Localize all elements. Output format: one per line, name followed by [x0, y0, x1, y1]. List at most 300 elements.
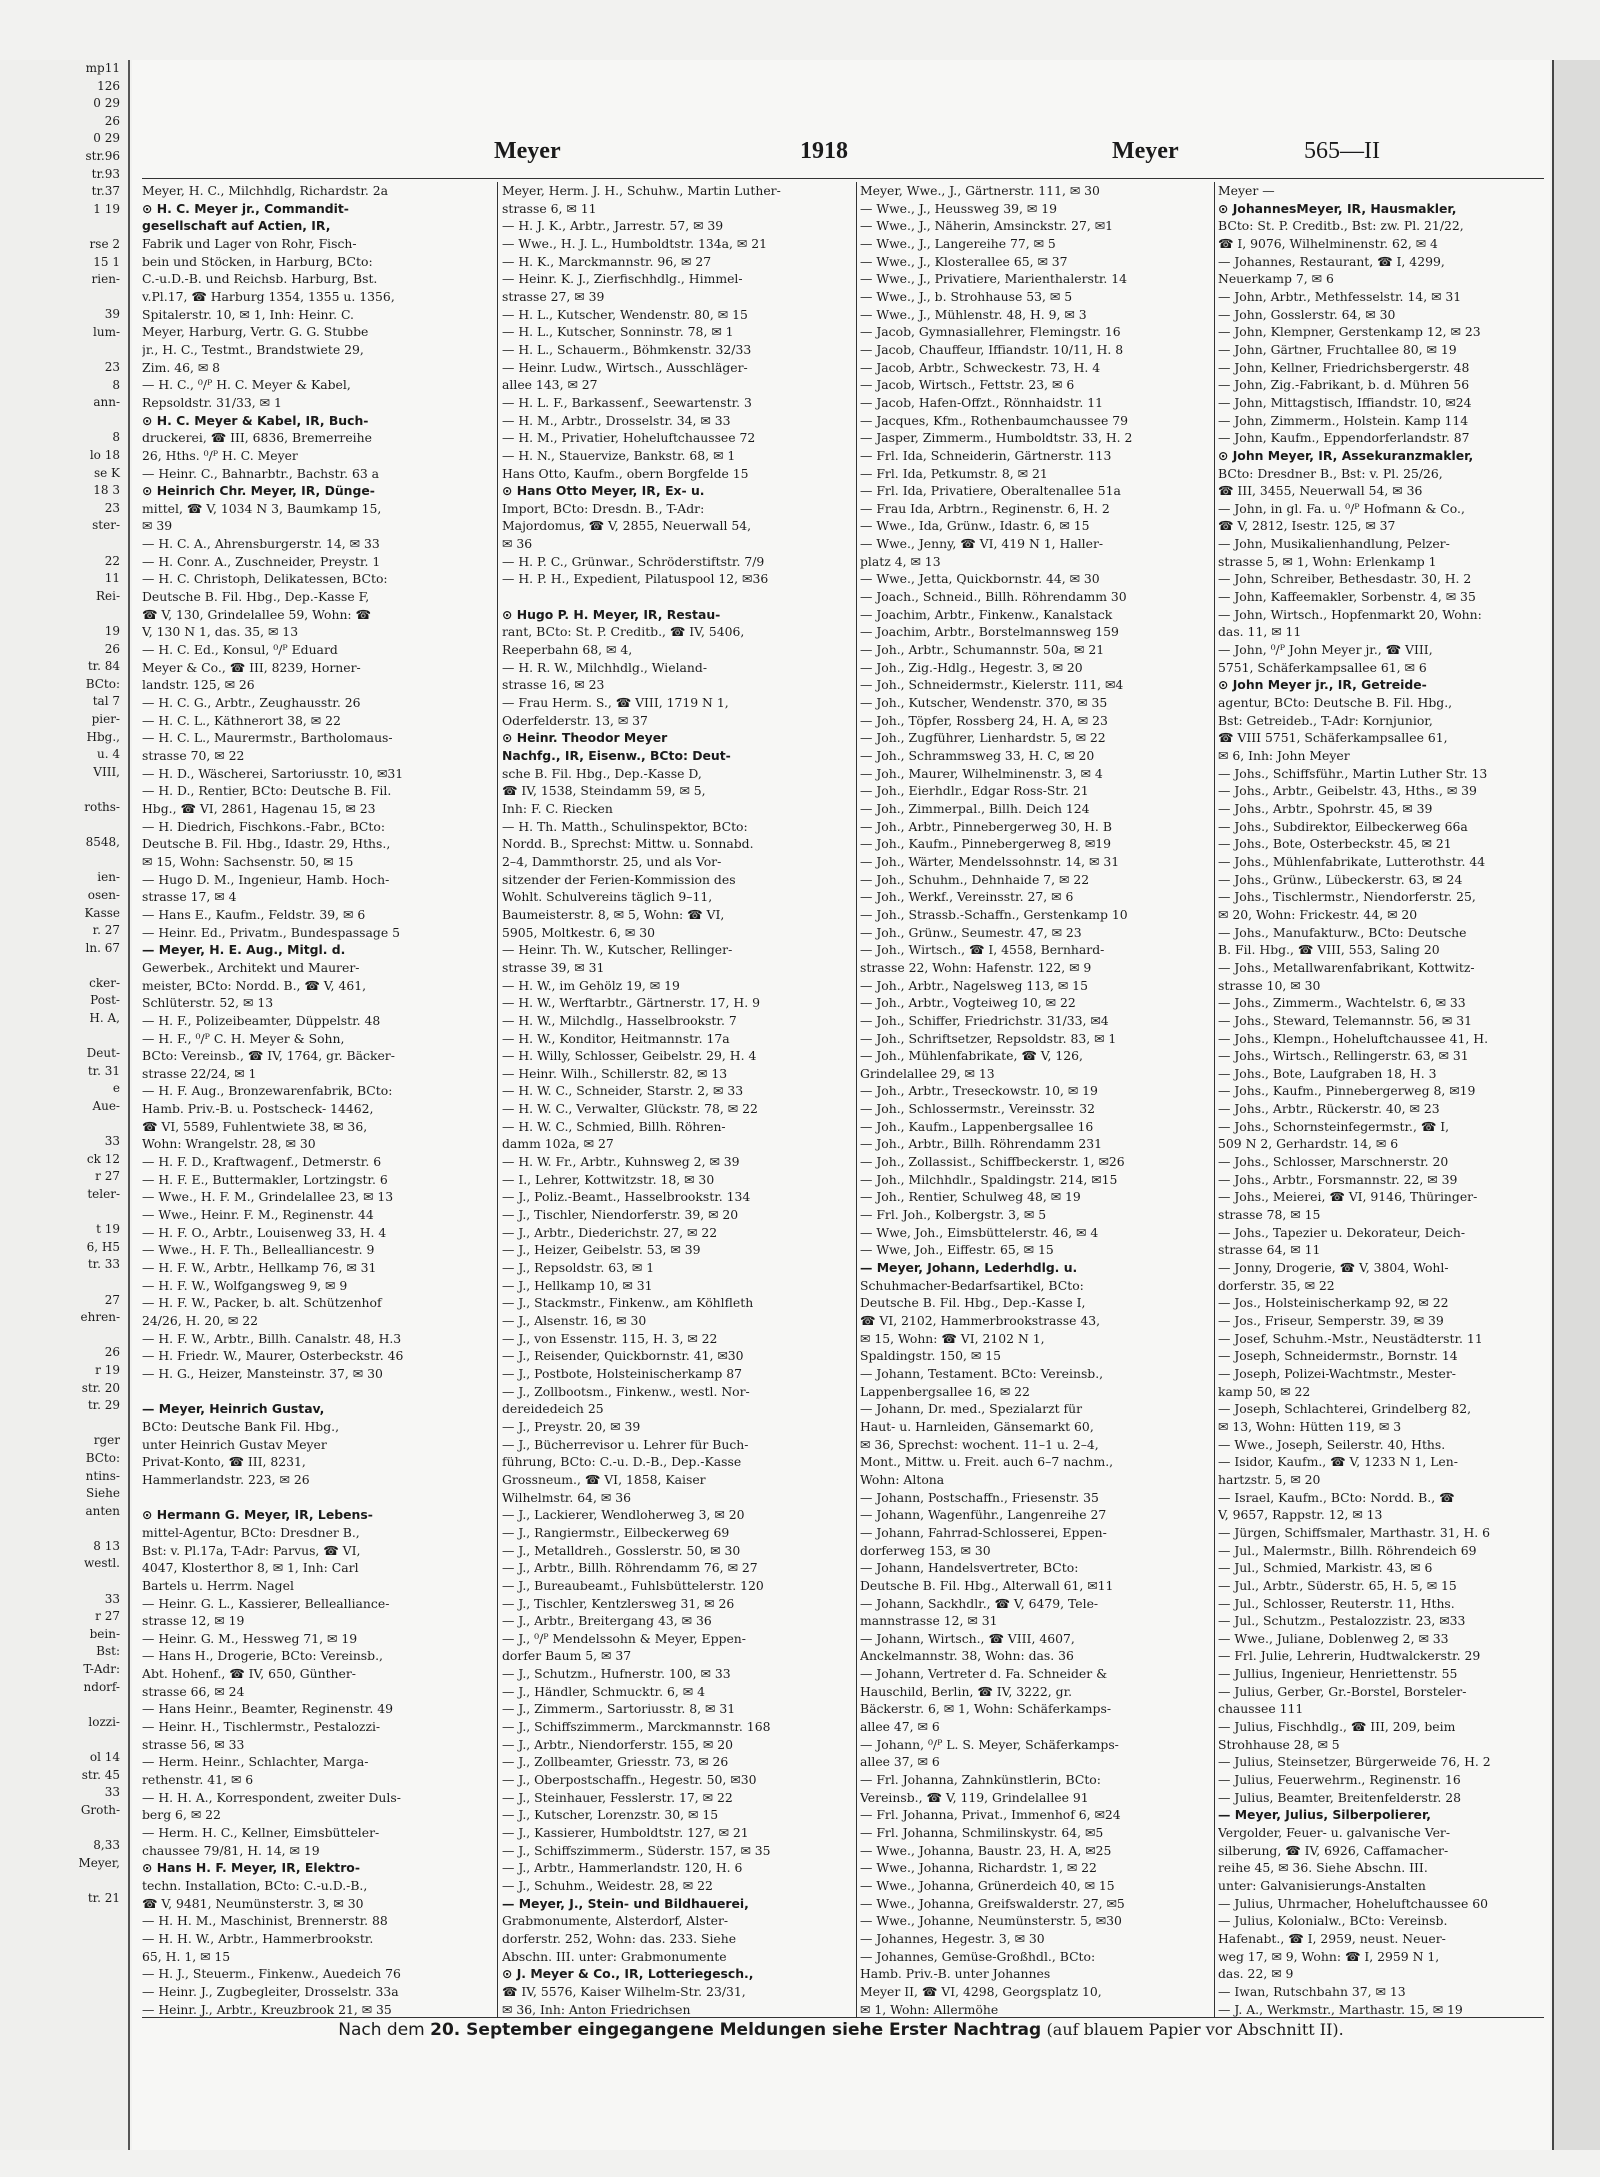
- directory-entry: mittel, ☎ V, 1034 N 3, Baumkamp 15,: [142, 500, 382, 516]
- directory-entry: Deutsche B. Fil. Hbg., Alterwall 61, ✉11: [860, 1577, 1114, 1593]
- directory-entry: — Wwe., Heinr. F. M., Reginenstr. 44: [142, 1207, 374, 1223]
- directory-entry: 5751, Schäferkampsallee 61, ✉ 6: [1218, 659, 1427, 675]
- adjacent-page-fragment: mp11: [85, 61, 120, 75]
- directory-entry: — Joh., Schlossermstr., Vereinsstr. 32: [860, 1101, 1096, 1117]
- directory-entry: 509 N 2, Gerhardstr. 14, ✉ 6: [1218, 1136, 1399, 1152]
- directory-entry: — H. C. Ed., Konsul, ⁰/ᴾ Eduard: [142, 642, 338, 658]
- footer-strong: 20. September eingegangene Meldungen siehe Erster Nachtrag: [430, 2020, 1042, 2040]
- directory-entry: ✉ 39: [142, 518, 173, 534]
- directory-entry: dorfer Baum 5, ✉ 37: [502, 1648, 632, 1664]
- adjacent-page-fragment: Kasse: [84, 905, 120, 920]
- footer-tail: (auf blauem Papier vor Abschnitt II).: [1046, 2020, 1344, 2039]
- directory-entry: strasse 66, ✉ 24: [142, 1683, 245, 1699]
- adjacent-page-fragment: [0, 1028, 128, 1046]
- directory-entry: — Joh., Zollassist., Schiffbeckerstr. 1, ✉26: [860, 1154, 1125, 1170]
- adjacent-page-fragment: [0, 781, 128, 799]
- directory-entry: Anckelmannstr. 38, Wohn: das. 36: [860, 1648, 1074, 1664]
- directory-entry: — Frau Ida, Arbtrn., Reginenstr. 6, H. 2: [860, 500, 1110, 516]
- adjacent-page-fragment: 126: [97, 78, 120, 93]
- directory-entry: Deutsche B. Fil. Hbg., Dep.-Kasse I,: [860, 1295, 1086, 1311]
- directory-entry: — Joh., Töpfer, Rossberg 24, H. A, ✉ 23: [860, 712, 1108, 728]
- directory-entry: — Frl. Johanna, Privat., Immenhof 6, ✉24: [860, 1807, 1121, 1823]
- adjacent-page-fragment: [0, 817, 128, 835]
- directory-entry: — Johs., Schlosser, Marschnerstr. 20: [1218, 1154, 1449, 1170]
- adjacent-page-fragment: t 19: [96, 1222, 120, 1237]
- adjacent-page-fragment: ien-: [97, 870, 120, 885]
- directory-entry: — Joh., Arbtr., Nagelsweg 113, ✉ 15: [860, 977, 1088, 993]
- directory-entry: — Frl. Johanna, Schmilinskystr. 64, ✉5: [860, 1825, 1104, 1841]
- adjacent-page-fragment: roths-: [84, 799, 120, 814]
- directory-entry: — Julius, Uhrmacher, Hoheluftchaussee 60: [1218, 1895, 1489, 1911]
- directory-entry: — J., Preystr. 20, ✉ 39: [502, 1418, 641, 1434]
- directory-entry: — H. F., Polizeibeamter, Düppelstr. 48: [142, 1012, 381, 1028]
- directory-entry: — H. F. E., Buttermakler, Lortzingstr. 6: [142, 1171, 388, 1187]
- adjacent-page-fragment: 23: [104, 500, 120, 515]
- adjacent-page-fragment: Rei-: [95, 588, 120, 603]
- adjacent-page-fragment: rse 2: [89, 236, 120, 251]
- adjacent-page-fragment: lum-: [93, 324, 120, 339]
- directory-entry: ⊙ Hugo P. H. Meyer, IR, Restau-: [502, 606, 721, 622]
- directory-entry: reihe 45, ✉ 36. Siehe Abschn. III.: [1218, 1860, 1428, 1876]
- adjacent-page-fragment: H. A,: [89, 1011, 120, 1026]
- directory-entry: — Joh., Maurer, Wilhelminenstr. 3, ✉ 4: [860, 765, 1103, 781]
- directory-entry: — Frau Herm. S., ☎ VIII, 1719 N 1,: [502, 695, 729, 711]
- directory-entry: — Julius, Fischhdlg., ☎ III, 209, beim: [1218, 1719, 1456, 1735]
- directory-entry: strasse 64, ✉ 11: [1218, 1242, 1321, 1258]
- column-2: [502, 182, 852, 2017]
- adjacent-page-fragment: se K: [93, 465, 120, 480]
- column-divider: [497, 182, 498, 2017]
- directory-entry: — Joh., Arbtr., Schumannstr. 50a, ✉ 21: [860, 642, 1105, 658]
- directory-entry: — Joach., Schneid., Billh. Röhrendamm 30: [860, 589, 1127, 605]
- directory-entry: — H. M., Privatier, Hoheluftchaussee 72: [502, 430, 756, 446]
- directory-entry: — Johs., Tapezier u. Dekorateur, Deich-: [1218, 1224, 1466, 1240]
- directory-entry: ⊙ Hermann G. Meyer, IR, Lebens-: [142, 1507, 373, 1523]
- directory-entry: ✉ 36, Inh: Anton Friedrichsen: [502, 2001, 691, 2017]
- directory-entry: — Joh., Eierhdlr., Edgar Ross-Str. 21: [860, 783, 1089, 799]
- directory-entry: — Jürgen, Schiffsmaler, Marthastr. 31, H. 6: [1218, 1524, 1491, 1540]
- directory-entry: damm 102a, ✉ 27: [502, 1136, 614, 1152]
- directory-entry: Neuerkamp 7, ✉ 6: [1218, 271, 1334, 287]
- directory-entry: unter Heinrich Gustav Meyer: [142, 1436, 327, 1452]
- adjacent-page-fragment: r 27: [95, 1169, 120, 1184]
- adjacent-page-fragment: r 19: [95, 1362, 120, 1377]
- adjacent-page-fragment: [0, 1327, 128, 1345]
- adjacent-page-fragment: ehren-: [80, 1310, 120, 1325]
- directory-entry: Haut- u. Harnleiden, Gänsemarkt 60,: [860, 1418, 1094, 1434]
- directory-entry: — Jul., Schlosser, Reuterstr. 11, Hths.: [1218, 1595, 1455, 1611]
- directory-entry: 4047, Klosterthor 8, ✉ 1, Inh: Carl: [142, 1560, 359, 1576]
- directory-entry: — J., Reisender, Quickbornstr. 41, ✉30: [502, 1348, 744, 1364]
- directory-entry: — J., Poliz.-Beamt., Hasselbrookstr. 134: [502, 1189, 751, 1205]
- directory-entry: Grabmonumente, Alsterdorf, Alster-: [502, 1913, 729, 1929]
- directory-entry: — Joseph, Schneidermstr., Bornstr. 14: [1218, 1348, 1458, 1364]
- directory-entry: — Wwe., J., Privatiere, Marienthalerstr. 14: [860, 271, 1128, 287]
- directory-entry: Meyer —: [1218, 183, 1275, 198]
- directory-entry: — J., Händler, Schmucktr. 6, ✉ 4: [502, 1683, 705, 1699]
- directory-entry: — Frl. Ida, Privatiere, Oberaltenallee 51a: [860, 483, 1121, 499]
- directory-entry: — H. H. M., Maschinist, Brennerstr. 88: [142, 1913, 388, 1929]
- directory-entry: — John, Zig.-Fabrikant, b. d. Mühren 56: [1218, 377, 1470, 393]
- directory-entry: meister, BCto: Nordd. B., ☎ V, 461,: [142, 977, 367, 993]
- directory-entry: Schlüterstr. 52, ✉ 13: [142, 995, 274, 1011]
- directory-entry: Lappenbergsallee 16, ✉ 22: [860, 1383, 1030, 1399]
- directory-entry: ⊙ Heinrich Chr. Meyer, IR, Dünge-: [142, 483, 375, 499]
- directory-entry: rethenstr. 41, ✉ 6: [142, 1772, 254, 1788]
- directory-entry: — Julius, Feuerwehrm., Reginenstr. 16: [1218, 1772, 1461, 1788]
- directory-entry: C.-u.D.-B. und Reichsb. Harburg, Bst.: [142, 271, 378, 287]
- directory-entry: — J., Kassierer, Humboldtstr. 127, ✉ 21: [502, 1825, 749, 1841]
- directory-entry: Gewerbek., Architekt und Maurer-: [142, 959, 360, 975]
- directory-entry: führung, BCto: C.-u. D.-B., Dep.-Kasse: [502, 1454, 742, 1470]
- directory-entry: — Wwe., J., Mühlenstr. 48, H. 9, ✉ 3: [860, 306, 1087, 322]
- directory-entry: — Josef, Schuhm.-Mstr., Neustädterstr. 11: [1218, 1330, 1483, 1346]
- directory-entry: — Johann, Dr. med., Spezialarzt für: [860, 1401, 1083, 1417]
- directory-entry: — Wwe., J., Näherin, Amsinckstr. 27, ✉1: [860, 218, 1114, 234]
- column-3: [860, 182, 1210, 2017]
- directory-entry: — John, ⁰/ᴾ John Meyer jr., ☎ VIII,: [1218, 642, 1433, 658]
- adjacent-page-fragment: [0, 1274, 128, 1292]
- directory-entry: Fabrik und Lager von Rohr, Fisch-: [142, 235, 357, 251]
- directory-entry: ⊙ John Meyer jr., IR, Getreide-: [1218, 677, 1427, 693]
- directory-entry: — H. C., ⁰/ᴾ H. C. Meyer & Kabel,: [142, 377, 351, 393]
- adjacent-page-fragment: tr.37: [91, 184, 120, 199]
- directory-entry: — Joh., Kaufm., Pinnebergerweg 8, ✉19: [860, 836, 1112, 852]
- adjacent-page-fragment: [0, 1573, 128, 1591]
- page-edge: [1552, 60, 1600, 2150]
- directory-entry: — J., Schiffszimmerm., Marckmannstr. 168: [502, 1719, 771, 1735]
- directory-entry: — Heinr. G. M., Hessweg 71, ✉ 19: [142, 1630, 358, 1646]
- directory-entry: BCto: Deutsche Bank Fil. Hbg.,: [142, 1418, 340, 1434]
- directory-entry: ⊙ H. C. Meyer jr., Commandit-: [142, 200, 349, 216]
- directory-entry: — J., Heizer, Geibelstr. 53, ✉ 39: [502, 1242, 701, 1258]
- directory-entry: — Frl. Ida, Petkumstr. 8, ✉ 21: [860, 465, 1048, 481]
- directory-entry: Meyer, Harburg, Vertr. G. G. Stubbe: [142, 324, 369, 340]
- directory-entry: — Jul., Arbtr., Süderstr. 65, H. 5, ✉ 15: [1218, 1577, 1457, 1593]
- entry-columns: [142, 182, 1544, 2017]
- directory-entry: strasse 6, ✉ 11: [502, 200, 597, 216]
- directory-entry: — Johs., Subdirektor, Eilbeckerweg 66a: [1218, 818, 1468, 834]
- directory-entry: — J., Arbtr., Billh. Röhrendamm 76, ✉ 27: [502, 1560, 758, 1576]
- directory-entry: silberung, ☎ IV, 6926, Caffamacher-: [1218, 1842, 1449, 1858]
- directory-entry: Reeperbahn 68, ✉ 4,: [502, 642, 633, 658]
- directory-entry: — Joachim, Arbtr., Borstelmannsweg 159: [860, 624, 1119, 640]
- directory-entry: — Johs., Tischlermstr., Niendorferstr. 25,: [1218, 889, 1476, 905]
- adjacent-page-fragment: tr.93: [91, 166, 120, 181]
- adjacent-page-fragment: [0, 1116, 128, 1134]
- directory-entry: — Johs., Steward, Telemannstr. 56, ✉ 31: [1218, 1012, 1472, 1028]
- adjacent-page-fragment: u. 4: [97, 747, 120, 762]
- directory-entry: B. Fil. Hbg., ☎ VIII, 553, Saling 20: [1218, 942, 1440, 958]
- directory-entry: Hbg., ☎ VI, 2861, Hagenau 15, ✉ 23: [142, 800, 376, 816]
- adjacent-page-fragment: [0, 1872, 128, 1890]
- directory-entry: — H. W., im Gehölz 19, ✉ 19: [502, 977, 680, 993]
- adjacent-page-fragment: bein-: [89, 1626, 120, 1641]
- directory-entry: — Heinr. K. J., Zierfischhdlg., Himmel-: [502, 271, 743, 287]
- directory-entry: — Wwe., Joseph, Seilerstr. 40, Hths.: [1218, 1436, 1446, 1452]
- directory-entry: Hammerlandstr. 223, ✉ 26: [142, 1471, 310, 1487]
- directory-entry: — Johannes, Gemüse-Großhdl., BCto:: [860, 1948, 1096, 1964]
- directory-entry: ⊙ Hans Otto Meyer, IR, Ex- u.: [502, 483, 705, 499]
- directory-entry: — J., Oberpostschaffn., Hegestr. 50, ✉30: [502, 1772, 757, 1788]
- directory-entry: — H. Th. Matth., Schulinspektor, BCto:: [502, 818, 748, 834]
- directory-entry: — Meyer, H. E. Aug., Mitgl. d.: [142, 942, 346, 958]
- directory-entry: — H. C. A., Ahrensburgerstr. 14, ✉ 33: [142, 536, 380, 552]
- directory-entry: Strohhause 28, ✉ 5: [1218, 1736, 1340, 1752]
- directory-entry: dereidedeich 25: [502, 1401, 604, 1417]
- directory-entry: Wohlt. Schulvereins täglich 9–11,: [502, 889, 713, 905]
- directory-entry: — H. N., Stauervize, Bankstr. 68, ✉ 1: [502, 447, 736, 463]
- year: 1918: [800, 138, 848, 164]
- adjacent-page-fragment: e: [112, 1081, 120, 1096]
- adjacent-page-fragment: ndorf-: [83, 1679, 120, 1694]
- directory-entry: — Johann, Testament. BCto: Vereinsb.,: [860, 1365, 1104, 1381]
- directory-entry: — Jos., Friseur, Semperstr. 39, ✉ 39: [1218, 1313, 1444, 1328]
- adjacent-page-fragment: 8,33: [93, 1837, 120, 1852]
- directory-entry: Import, BCto: Dresdn. B., T-Adr:: [502, 500, 705, 516]
- adjacent-page-fragment: pier-: [91, 711, 120, 726]
- directory-entry: Bäckerstr. 6, ✉ 1, Wohn: Schäferkamps-: [860, 1701, 1111, 1717]
- directory-entry: agentur, BCto: Deutsche B. Fil. Hbg.,: [1218, 695, 1453, 711]
- adjacent-page-fragment: ster-: [92, 518, 120, 533]
- directory-entry: — Wwe, Joh., Eiffestr. 65, ✉ 15: [860, 1242, 1054, 1258]
- directory-entry: — Wwe., Juliane, Doblenweg 2, ✉ 33: [1218, 1630, 1449, 1646]
- adjacent-page-fragment: [0, 1819, 128, 1837]
- directory-entry: — Johannes, Restaurant, ☎ I, 4299,: [1218, 253, 1445, 269]
- directory-entry: — H. F. O., Arbtr., Louisenweg 33, H. 4: [142, 1224, 387, 1240]
- adjacent-page-fragment: lozzi-: [88, 1714, 120, 1729]
- directory-entry: — Meyer, J., Stein- und Bildhauerei,: [502, 1895, 749, 1911]
- adjacent-page-fragment: rien-: [91, 272, 120, 287]
- directory-entry: ✉ 36: [502, 536, 533, 552]
- directory-entry: V, 130 N 1, das. 35, ✉ 13: [142, 624, 299, 640]
- directory-entry: — J. A., Werkmstr., Marthastr. 15, ✉ 19: [1218, 2001, 1463, 2017]
- adjacent-page-fragment: [0, 1415, 128, 1433]
- directory-entry: mannstrasse 12, ✉ 31: [860, 1613, 998, 1629]
- directory-entry: — J., Tischler, Kentzlersweg 31, ✉ 26: [502, 1595, 735, 1611]
- directory-entry: — Isidor, Kaufm., ☎ V, 1233 N 1, Len-: [1218, 1454, 1458, 1470]
- directory-entry: — Johs., Schornsteinfegermstr., ☎ I,: [1218, 1118, 1450, 1134]
- directory-entry: — Wwe., J., Langereihe 77, ✉ 5: [860, 235, 1056, 251]
- directory-entry: — Jasper, Zimmerm., Humboldtstr. 33, H. 2: [860, 430, 1133, 446]
- directory-entry: [142, 1383, 494, 1401]
- directory-entry: v.Pl.17, ☎ Harburg 1354, 1355 u. 1356,: [142, 288, 395, 304]
- directory-entry: — Johann, Wirtsch., ☎ VIII, 4607,: [860, 1630, 1075, 1646]
- directory-entry: BCto: Dresdner B., Bst: v. Pl. 25/26,: [1218, 465, 1443, 481]
- directory-entry: — H. Conr. A., Zuschneider, Preystr. 1: [142, 553, 381, 569]
- directory-entry: — Johann, ⁰/ᴾ L. S. Meyer, Schäferkamps-: [860, 1736, 1119, 1752]
- directory-entry: — J., Tischler, Niendorferstr. 39, ✉ 20: [502, 1207, 739, 1223]
- directory-entry: — H. D., Rentier, BCto: Deutsche B. Fil.: [142, 783, 392, 799]
- directory-entry: — Meyer, Johann, Lederhdlg. u.: [860, 1260, 1078, 1276]
- footer-lead: Nach dem: [338, 2020, 425, 2040]
- directory-entry: — Joh., Werkf., Vereinsstr. 27, ✉ 6: [860, 889, 1074, 905]
- directory-entry: — Jonny, Drogerie, ☎ V, 3804, Wohl-: [1218, 1260, 1449, 1276]
- directory-entry: — Heinr. J., Zugbegleiter, Drosselstr. 33a: [142, 1983, 399, 1999]
- directory-entry: — J., Schiffszimmerm., Süderstr. 157, ✉ 35: [502, 1842, 771, 1858]
- directory-entry: strasse 70, ✉ 22: [142, 748, 245, 763]
- directory-entry: rant, BCto: St. P. Creditb., ☎ IV, 5406,: [502, 624, 745, 640]
- adjacent-page-fragment: [0, 1520, 128, 1538]
- page-number: 565—II: [1304, 138, 1380, 164]
- directory-entry: — Frl. Johanna, Zahnkünstlerin, BCto:: [860, 1772, 1101, 1788]
- directory-entry: ☎ III, 3455, Neuerwall 54, ✉ 36: [1218, 483, 1423, 499]
- directory-entry: ✉ 15, Wohn: ☎ VI, 2102 N 1,: [860, 1330, 1045, 1346]
- directory-entry: — Joh., Schuhm., Dehnhaide 7, ✉ 22: [860, 871, 1090, 887]
- directory-entry: — H. W. C., Schneider, Starstr. 2, ✉ 33: [502, 1083, 744, 1099]
- directory-entry: Inh: F. C. Riecken: [502, 800, 613, 816]
- directory-entry: 5905, Moltkestr. 6, ✉ 30: [502, 924, 655, 940]
- adjacent-page-fragment: lo 18: [89, 448, 120, 463]
- directory-entry: BCto: St. P. Creditb., Bst: zw. Pl. 21/22,: [1218, 218, 1464, 234]
- directory-entry: das. 11, ✉ 11: [1218, 624, 1302, 640]
- directory-entry: platz 4, ✉ 13: [860, 553, 941, 569]
- directory-entry: — Joh., Milchhdlr., Spaldingstr. 214, ✉15: [860, 1171, 1118, 1187]
- directory-entry: — H. Willy, Schlosser, Geibelstr. 29, H. 4: [502, 1048, 757, 1064]
- adjacent-page-fragment: 26: [104, 641, 120, 656]
- directory-entry: Meyer, Herm. J. H., Schuhw., Martin Luther-: [502, 183, 781, 198]
- directory-entry: — H. G., Heizer, Mansteinstr. 37, ✉ 30: [142, 1365, 383, 1381]
- directory-entry: — Joh., Rentier, Schulweg 48, ✉ 19: [860, 1189, 1081, 1205]
- directory-entry: — I., Lehrer, Kottwitzstr. 18, ✉ 30: [502, 1171, 715, 1187]
- adjacent-page-fragment: tr. 21: [87, 1890, 120, 1905]
- directory-entry: — Heinr. G. L., Kassierer, Bellealliance-: [142, 1595, 390, 1611]
- adjacent-page-fragment: westl.: [83, 1556, 120, 1571]
- directory-entry: — H. J., Steuerm., Finkenw., Auedeich 76: [142, 1966, 401, 1982]
- directory-entry: ☎ I, 9076, Wilhelminenstr. 62, ✉ 4: [1218, 235, 1438, 251]
- directory-entry: — Johs., Metallwarenfabrikant, Kottwitz-: [1218, 959, 1475, 975]
- directory-entry: — Johann, Vertreter d. Fa. Schneider &: [860, 1666, 1108, 1682]
- footer-note: [132, 2020, 1550, 2040]
- directory-entry: ⊙ J. Meyer & Co., IR, Lotteriegesch.,: [502, 1966, 754, 1982]
- directory-entry: — John, Klempner, Gerstenkamp 12, ✉ 23: [1218, 324, 1481, 340]
- directory-entry: — J., Arbtr., Diederichstr. 27, ✉ 22: [502, 1224, 718, 1240]
- directory-entry: ⊙ Heinr. Theodor Meyer: [502, 730, 668, 746]
- directory-entry: Grindelallee 29, ✉ 13: [860, 1065, 995, 1081]
- directory-entry: — Johann, Sackhdlr., ☎ V, 6479, Tele-: [860, 1595, 1099, 1611]
- directory-entry: — Joh., Schiffer, Friedrichstr. 31/33, ✉4: [860, 1012, 1109, 1028]
- adjacent-page-fragment: 39: [104, 307, 120, 322]
- directory-entry: [142, 1489, 494, 1507]
- directory-entry: — Hans E., Kaufm., Feldstr. 39, ✉ 6: [142, 906, 366, 922]
- adjacent-page-fragment: [0, 1204, 128, 1222]
- directory-entry: — Wwe., Johanna, Baustr. 23, H. A, ✉25: [860, 1842, 1112, 1858]
- adjacent-page-fragment: 26: [104, 113, 120, 128]
- adjacent-page-fragment: [0, 1731, 128, 1749]
- directory-entry: — Wwe., Jetta, Quickbornstr. 44, ✉ 30: [860, 571, 1100, 587]
- directory-entry: — J., Zollbootsm., Finkenw., westl. Nor-: [502, 1383, 750, 1399]
- adjacent-page-fragment: 15 1: [93, 254, 120, 269]
- directory-entry: V, 9657, Rappstr. 12, ✉ 13: [1218, 1507, 1383, 1523]
- directory-entry: — H. Diedrich, Fischkons.-Fabr., BCto:: [142, 818, 386, 834]
- directory-entry: Hafenabt., ☎ I, 2959, neust. Neuer-: [1218, 1930, 1446, 1946]
- directory-entry: — H. W. C., Schmied, Billh. Röhren-: [502, 1118, 726, 1134]
- directory-entry: Meyer & Co., ☎ III, 8239, Horner-: [142, 659, 361, 675]
- directory-entry: Hans Otto, Kaufm., obern Borgfelde 15: [502, 465, 749, 481]
- directory-entry: strasse 56, ✉ 33: [142, 1736, 245, 1752]
- directory-entry: — Joh., Schriftsetzer, Repsoldstr. 83, ✉ 1: [860, 1030, 1117, 1046]
- directory-entry: — John, Kellner, Friedrichsbergerstr. 48: [1218, 359, 1470, 375]
- directory-entry: dorferweg 153, ✉ 30: [860, 1542, 991, 1558]
- directory-entry: — Johs., Arbtr., Forsmannstr. 22, ✉ 39: [1218, 1171, 1458, 1187]
- directory-entry: druckerei, ☎ III, 6836, Bremerreihe: [142, 430, 372, 446]
- directory-entry: ✉ 1, Wohn: Allermöhe: [860, 2001, 999, 2017]
- adjacent-page-fragment: 0 29: [93, 96, 120, 111]
- directory-entry: strasse 27, ✉ 39: [502, 288, 605, 304]
- directory-entry: mittel-Agentur, BCto: Dresdner B.,: [142, 1524, 360, 1540]
- directory-entry: ✉ 36, Sprechst: wochent. 11–1 u. 2–4,: [860, 1436, 1099, 1452]
- directory-entry: Nachfg., IR, Eisenw., BCto: Deut-: [502, 748, 731, 763]
- adjacent-page-fragment: Aue-: [92, 1099, 120, 1114]
- adjacent-page-fragment: 0 29: [93, 131, 120, 146]
- directory-entry: Bartels u. Herrm. Nagel: [142, 1577, 294, 1593]
- column-4: [1218, 182, 1544, 2017]
- directory-entry: — Jacob, Hafen-Offzt., Rönnhaidstr. 11: [860, 394, 1104, 410]
- adjacent-page-fragment: ln. 67: [85, 940, 120, 955]
- directory-entry: Nordd. B., Sprechst: Mittw. u. Sonnabd.: [502, 836, 754, 852]
- directory-entry: 2–4, Dammthorstr. 25, und als Vor-: [502, 853, 722, 869]
- directory-entry: — Wwe., Johanna, Grünerdeich 40, ✉ 15: [860, 1878, 1115, 1893]
- directory-entry: allee 143, ✉ 27: [502, 377, 598, 393]
- directory-entry: chaussee 111: [1218, 1701, 1304, 1717]
- adjacent-page-fragment: 23: [104, 360, 120, 375]
- directory-entry: sche B. Fil. Hbg., Dep.-Kasse D,: [502, 765, 702, 781]
- directory-entry: landstr. 125, ✉ 26: [142, 677, 255, 693]
- adjacent-page-fragment: ann-: [93, 395, 120, 410]
- directory-entry: — Meyer, Heinrich Gustav,: [142, 1401, 325, 1417]
- adjacent-page-fragment: str. 20: [81, 1380, 120, 1395]
- directory-entry: — Johs., Manufakturw., BCto: Deutsche: [1218, 924, 1467, 940]
- directory-entry: Privat-Konto, ☎ III, 8231,: [142, 1454, 306, 1470]
- adjacent-page-fragment: BCto:: [85, 1450, 120, 1465]
- directory-entry: — Joh., Arbtr., Billh. Röhrendamm 231: [860, 1136, 1102, 1152]
- directory-entry: Deutsche B. Fil. Hbg., Dep.-Kasse F,: [142, 589, 370, 605]
- directory-entry: strasse 10, ✉ 30: [1218, 977, 1321, 993]
- adjacent-page-fragment: 8: [112, 377, 120, 392]
- directory-entry: — Joh., Zugführer, Lienhardstr. 5, ✉ 22: [860, 730, 1106, 746]
- adjacent-page-fragment: ol 14: [89, 1750, 120, 1764]
- directory-entry: Hamb. Priv.-B. u. Postscheck- 14462,: [142, 1101, 374, 1117]
- directory-entry: — Joh., Schneidermstr., Kielerstr. 111, ✉4: [860, 677, 1124, 693]
- adjacent-page-fragment: rger: [93, 1433, 120, 1448]
- directory-entry: — John, Zimmerm., Holstein. Kamp 114: [1218, 412, 1469, 428]
- adjacent-page-fragment: r. 27: [92, 923, 120, 938]
- directory-entry: — H. W., Milchdlg., Hasselbrookstr. 7: [502, 1012, 737, 1028]
- directory-entry: — Joh., Grünw., Seumestr. 47, ✉ 23: [860, 924, 1082, 940]
- directory-entry: — Wwe., Johanna, Richardstr. 1, ✉ 22: [860, 1860, 1097, 1876]
- adjacent-page-fragment: tal 7: [92, 694, 120, 709]
- adjacent-page-fragment: [0, 535, 128, 553]
- adjacent-page-fragment: 1 19: [93, 201, 120, 216]
- directory-entry: — Johs., Schiffsführ., Martin Luther Str. 13: [1218, 765, 1488, 781]
- directory-entry: Vereinsb., ☎ V, 119, Grindelallee 91: [860, 1789, 1089, 1805]
- directory-entry: — Hugo D. M., Ingenieur, Hamb. Hoch-: [142, 871, 390, 887]
- directory-entry: — John, Kaufm., Eppendorferlandstr. 87: [1218, 430, 1470, 446]
- directory-entry: — John, Musikalienhandlung, Pelzer-: [1218, 536, 1450, 552]
- directory-entry: — Heinr. Ed., Privatm., Bundespassage 5: [142, 924, 400, 940]
- directory-entry: 26, Hths. ⁰/ᴾ H. C. Meyer: [142, 447, 298, 463]
- directory-entry: Hauschild, Berlin, ☎ IV, 3222, gr.: [860, 1683, 1073, 1699]
- directory-entry: — Israel, Kaufm., BCto: Nordd. B., ☎: [1218, 1489, 1455, 1505]
- adjacent-page-fragment: Post-: [90, 993, 120, 1008]
- directory-entry: — Joh., Wärter, Mendelssohnstr. 14, ✉ 31: [860, 853, 1120, 869]
- directory-entry: ⊙ John Meyer, IR, Assekuranzmakler,: [1218, 447, 1474, 463]
- directory-entry: — Wwe., H. F. M., Grindelallee 23, ✉ 13: [142, 1189, 394, 1205]
- directory-entry: — J., ⁰/ᴾ Mendelssohn & Meyer, Eppen-: [502, 1630, 746, 1646]
- directory-entry: — Joh., Arbtr., Vogteiweg 10, ✉ 22: [860, 995, 1076, 1011]
- directory-entry: — H. L., Kutscher, Sonninstr. 78, ✉ 1: [502, 324, 734, 340]
- directory-entry: Abschn. III. unter: Grabmonumente: [502, 1948, 727, 1964]
